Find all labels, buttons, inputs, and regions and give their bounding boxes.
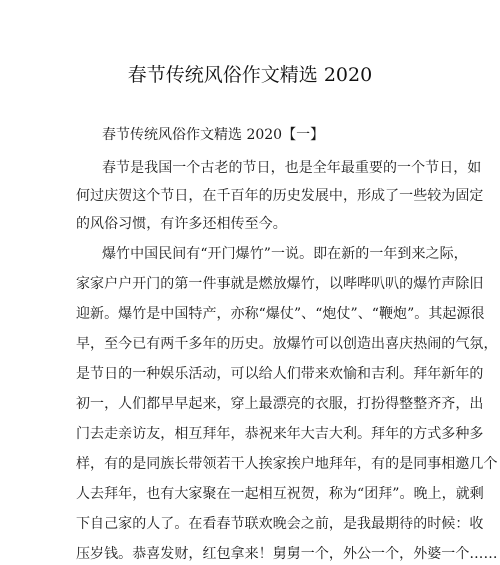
paragraph-line: 早，至今已有两千多年的历史。放爆竹可以创造出喜庆热闹的气氛， xyxy=(76,336,498,352)
paragraph-line: 家家户户开门的第一件事就是燃放爆竹，以哔哔叭叭的爆竹声除旧 xyxy=(76,276,484,292)
paragraph-line: 何过庆贺这个节日，在千百年的历史发展中，形成了一些较为固定 xyxy=(76,188,484,204)
paragraph-line: 春节是我国一个古老的节日，也是全年最重要的一个节日，如 xyxy=(102,160,482,176)
document-title: 春节传统风俗作文精选 2020 xyxy=(127,64,373,86)
paragraph-line: 初一，人们都早早起来，穿上最漂亮的衣服，打扮得整整齐齐，出 xyxy=(76,396,484,412)
paragraph-line: 压岁钱。恭喜发财，红包拿来！舅舅一个，外公一个，外婆一个…… xyxy=(76,546,498,562)
section-heading: 春节传统风俗作文精选 2020【一】 xyxy=(102,127,325,143)
paragraph-line: 是节日的一种娱乐活动，可以给人们带来欢愉和吉利。拜年新年的 xyxy=(76,366,484,382)
paragraph-line: 门去走亲访友，相互拜年，恭祝来年大吉大利。拜年的方式多种多 xyxy=(76,426,484,442)
paragraph-line: 迎新。爆竹是中国特产，亦称“爆仗”、“炮仗”、“鞭炮”。其起源很 xyxy=(76,306,485,322)
paragraph-line: 人去拜年，也有大家聚在一起相互祝贺，称为“团拜”。晚上，就剩 xyxy=(76,486,484,502)
paragraph-line: 的风俗习惯，有许多还相传至今。 xyxy=(76,216,287,232)
paragraph-line: 样，有的是同族长带领若干人挨家挨户地拜年，有的是同事相邀几个 xyxy=(76,456,498,472)
paragraph-line: 爆竹中国民间有“开门爆竹”一说。即在新的一年到来之际， xyxy=(102,246,468,262)
paragraph-line: 下自己家的人了。在看春节联欢晚会之前，是我最期待的时候：收 xyxy=(76,516,484,532)
